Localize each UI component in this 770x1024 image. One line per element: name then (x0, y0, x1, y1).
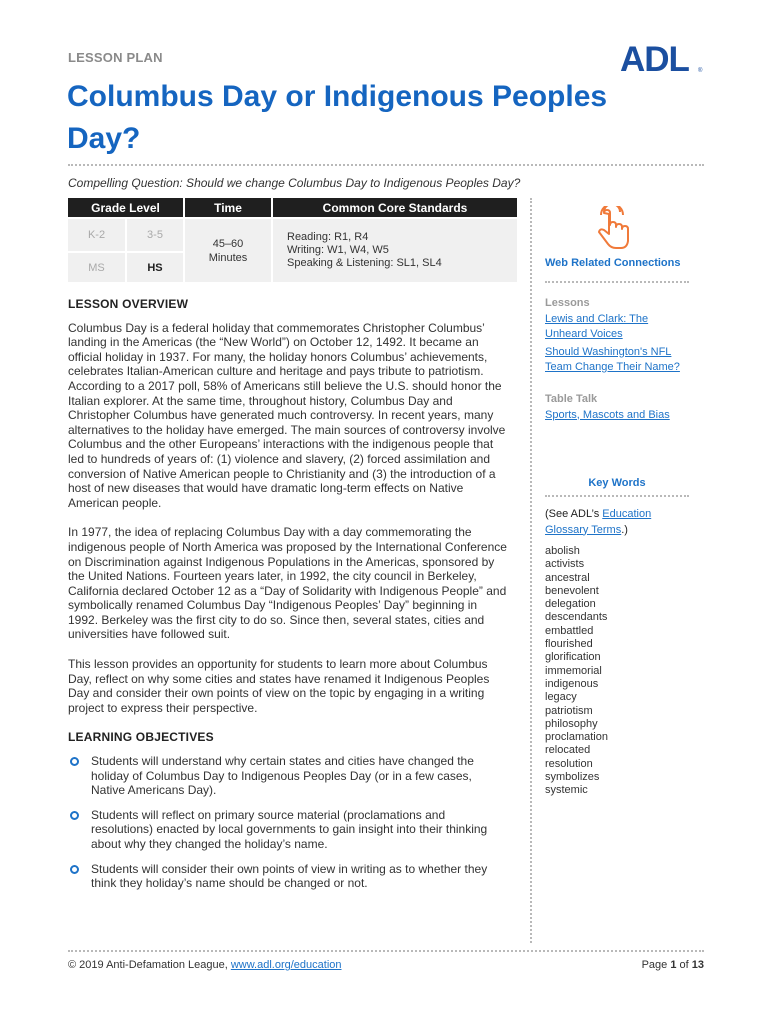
grade-ms: MS (68, 252, 126, 282)
objective-text: Students will consider their own points of view in writing as to whether they think they holiday’s name should be changed or not. (91, 861, 488, 891)
lessons-section (545, 296, 695, 376)
eyebrow-label: LESSON PLAN (68, 50, 163, 65)
adl-logo-text: ADL (620, 40, 689, 79)
keyword-item: relocated (545, 744, 591, 757)
tabletalk-section (545, 392, 695, 423)
grade-table (68, 198, 519, 282)
lesson-link-nfl[interactable]: Should Washington's NFL Team Change Their Name? (545, 345, 680, 373)
objective-item (68, 808, 508, 852)
lessons-label: Lessons (545, 297, 590, 309)
grade-level-header: Grade Level (68, 198, 184, 218)
glossary-note (545, 507, 665, 538)
main-column (68, 297, 508, 901)
compelling-question: Compelling Question: Should we change Columbus Day to Indigenous Peoples Day? (68, 176, 521, 190)
standards-header: Common Core Standards (272, 198, 518, 218)
keyword-item: embattled (545, 624, 594, 637)
keyword-item: resolution (545, 757, 593, 770)
objective-text: Students will understand why certain states and cities have changed the holiday of Columbus Day to Indigenous Peoples Day (or in a few cases, Native Americans Day). (91, 754, 474, 798)
logo-registered-mark: ® (698, 68, 703, 74)
page-current: 1 (670, 959, 677, 971)
glossary-link[interactable]: Education Glossary Terms (545, 508, 652, 536)
circle-bullet-icon (70, 757, 79, 766)
keyword-item: patriotism (545, 704, 593, 717)
keyword-item: delegation (545, 598, 596, 611)
keyword-item: ancestral (545, 571, 590, 584)
circle-bullet-icon (70, 811, 79, 820)
footer-url-link[interactable]: www.adl.org/education (230, 959, 342, 971)
keyword-item: indigenous (545, 677, 599, 690)
keyword-item: proclamation (545, 731, 608, 744)
standard-reading: Reading: R1, R4 (287, 231, 369, 243)
standard-writing: Writing: W1, W4, W5 (287, 244, 389, 256)
objectives-heading: LEARNING OBJECTIVES (68, 730, 214, 745)
tabletalk-link-mascots[interactable]: Sports, Mascots and Bias (545, 408, 670, 421)
overview-paragraph-3: This lesson provides an opportunity for students to learn more about Columbus Day, reflect on why some cities and states have renamed it Indigenous Peoples Day and consider their own points of view on the topic by engaging in a writing project to express their perspective. (68, 657, 490, 715)
web-connections-label: Web Related Connections (545, 257, 681, 269)
keyword-item: descendants (545, 611, 608, 624)
standards-cell (272, 218, 518, 282)
page-total: 13 (691, 959, 704, 971)
overview-paragraph-2: In 1977, the idea of replacing Columbus Day with a day commemorating the indigenous people of North America was proposed by the International Conference on Discrimination against Indigenous Populations in the Americas, sponsored by the United Nations. Fourteen years later, in 1992, the city council in Berkeley, California declared October 12 as a “Day of Solidarity with Indigenous People” and symbolically renamed Columbus Day “Indigenous Peoples’ Day” beginning in 1992. Berkeley was the first city to do so. Since then, several states, cities and universities have followed suit. (68, 525, 507, 642)
adl-logo (620, 40, 706, 80)
keywords-divider (545, 495, 689, 497)
sidebar-divider (530, 198, 532, 943)
time-value: 45–60 Minutes (184, 218, 272, 282)
keyword-item: symbolizes (545, 771, 600, 784)
keywords-label: Key Words (588, 477, 646, 489)
title-divider (68, 164, 704, 166)
keyword-item: philosophy (545, 717, 598, 730)
keywords-heading (545, 476, 689, 492)
standard-speaking: Speaking & Listening: SL1, SL4 (287, 257, 442, 269)
page-of-label: of (676, 959, 692, 971)
keyword-item: flourished (545, 638, 593, 651)
lesson-link-lewis-clark[interactable]: Lewis and Clark: The Unheard Voices (545, 312, 649, 340)
time-header: Time (184, 198, 272, 218)
grade-k2: K-2 (68, 218, 126, 252)
page-label: Page (641, 959, 671, 971)
tabletalk-label: Table Talk (545, 393, 598, 405)
keyword-item: abolish (545, 545, 580, 557)
keyword-item: activists (545, 558, 585, 571)
circle-bullet-icon (70, 865, 79, 874)
grade-3-5: 3-5 (126, 218, 184, 252)
overview-heading: LESSON OVERVIEW (68, 297, 189, 311)
web-connections-heading (545, 256, 695, 272)
keyword-item: immemorial (545, 664, 602, 677)
keyword-list (545, 545, 695, 798)
hand-touch-icon (590, 206, 634, 254)
keyword-item: legacy (545, 691, 577, 704)
keyword-item: systemic (545, 784, 588, 797)
sidebar-divider-top (545, 281, 689, 283)
glossary-prefix: (See ADL’s (545, 508, 603, 520)
glossary-suffix: .) (621, 523, 628, 536)
page-title: Columbus Day or Indigenous Peoples Day? (67, 80, 608, 155)
objective-item (68, 862, 508, 891)
objective-text: Students will reflect on primary source material (proclamations and resolutions) enacted by local governments to gain insight into their thinking about why they changed the holiday’s name. (91, 807, 488, 851)
overview-paragraph-1: Columbus Day is a federal holiday that commemorates Christopher Columbus’ landing in the Americas (the “New World”) on October 12, 1492. It became an official holiday in 1937. For many, the holiday honors Columbus’ achievements, celebrates Italian-American culture and heritage and pays tribute to patriotism. According to a 2017 poll, 58% of Americans still believe the U.S. should honor the Italian explorer. At the same time, throughout history, Columbus Day and Christopher Columbus have generated much controversy. In recent years, many alternatives to the holiday have emerged. The main sources of controversy involve Columbus and the other Europeans’ interactions with the indigenous people that led to hundreds of years of: (1) violence and slavery, (2) forced assimilation and conversion of Native American people to Christianity and (3) the introduction of a host of new diseases that would have dramatic long-term effects on Native American people. (68, 320, 506, 510)
footer-divider (68, 950, 704, 952)
keyword-item: benevolent (545, 584, 599, 597)
page-number (642, 959, 704, 971)
grade-hs: HS (126, 252, 184, 282)
footer-copyright (68, 959, 342, 971)
objective-item (68, 754, 508, 798)
keyword-item: glorification (545, 651, 601, 664)
copyright-text: © 2019 Anti-Defamation League, (68, 959, 231, 971)
